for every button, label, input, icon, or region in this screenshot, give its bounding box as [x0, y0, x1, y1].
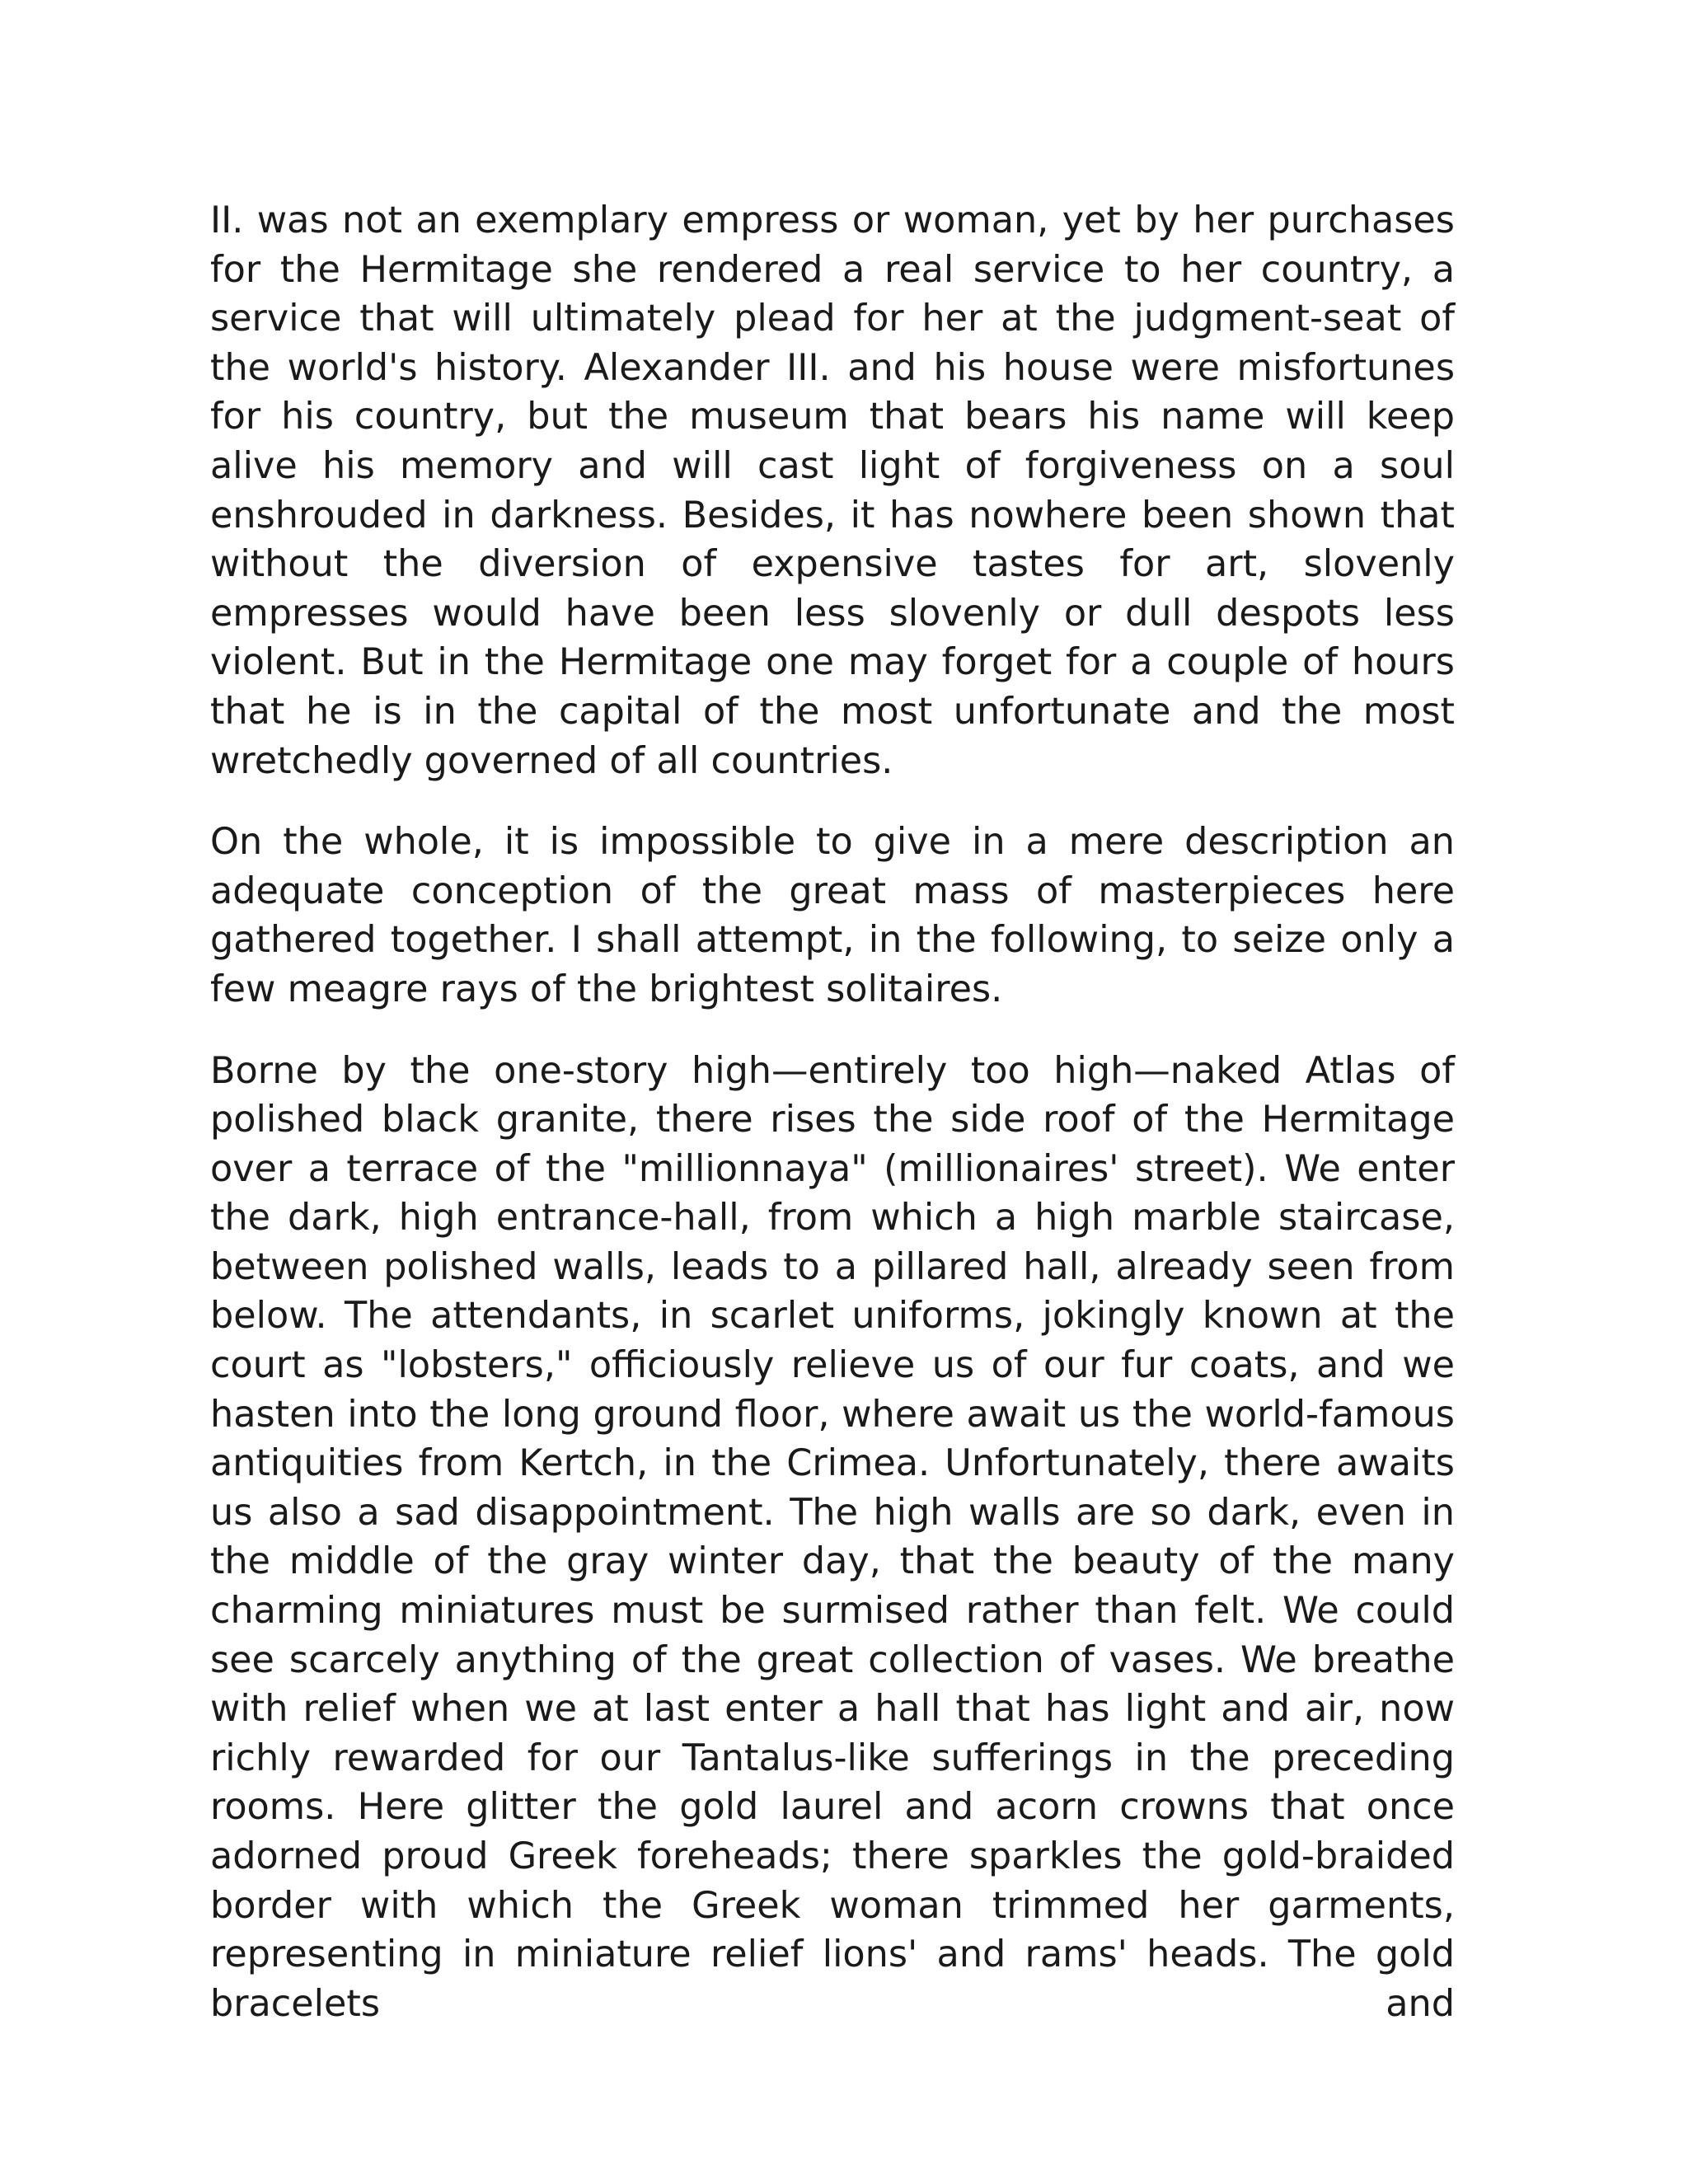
paragraph-2: On the whole, it is impossible to give in a mere description an adequate conception of the great mass of masterpieces here gathered together. I shall attempt, in the following, to seize only a few meagre rays of the brightest solitaires.: [210, 821, 1455, 1010]
page-body: [210, 196, 1455, 2060]
paragraph-3: Borne by the one-story high—entirely too high—naked Atlas of polished black granite, there rises the side roof of the Hermitage over a terrace of the "millionnaya" (millionaires' street). We enter the dark, high entrance-hall, from which a high marble staircase, between polished walls, leads to a pillared hall, already seen from below. The attendants, in scarlet uniforms, jokingly known at the court as "lobsters," officiously relieve us of our fur coats, and we hasten into the long ground floor, where await us the world-famous antiquities from Kertch, in the Crimea. Unfortunately, there awaits us also a sad disappointment. The high walls are so dark, even in the middle of the gray winter day, that the beauty of the many charming miniatures must be surmised rather than felt. We could see scarcely anything of the great collection of vases. We breathe with relief when we at last enter a hall that has light and air, now richly rewarded for our Tantalus-like sufferings in the preceding rooms. Here glitter the gold laurel and acorn crowns that once adorned proud Greek foreheads; there sparkles the gold-braided border with which the Greek woman trimmed her garments, representing in miniature relief lions' and rams' heads. The gold bracelets and: [210, 1049, 1455, 2025]
paragraph-1: II. was not an exemplary empress or woman, yet by her purchases for the Hermitage she rendered a real service to her country, a service that will ultimately plead for her at the judgment-seat of the world's history. Alexander III. and his house were misfortunes for his country, but the museum that bears his name will keep alive his memory and will cast light of forgiveness on a soul enshrouded in darkness. Besides, it has nowhere been shown that without the diversion of expensive tastes for art, slovenly empresses would have been less slovenly or dull despots less violent. But in the Hermitage one may forget for a couple of hours that he is in the capital of the most unfortunate and the most wretchedly governed of all countries.: [210, 199, 1455, 782]
